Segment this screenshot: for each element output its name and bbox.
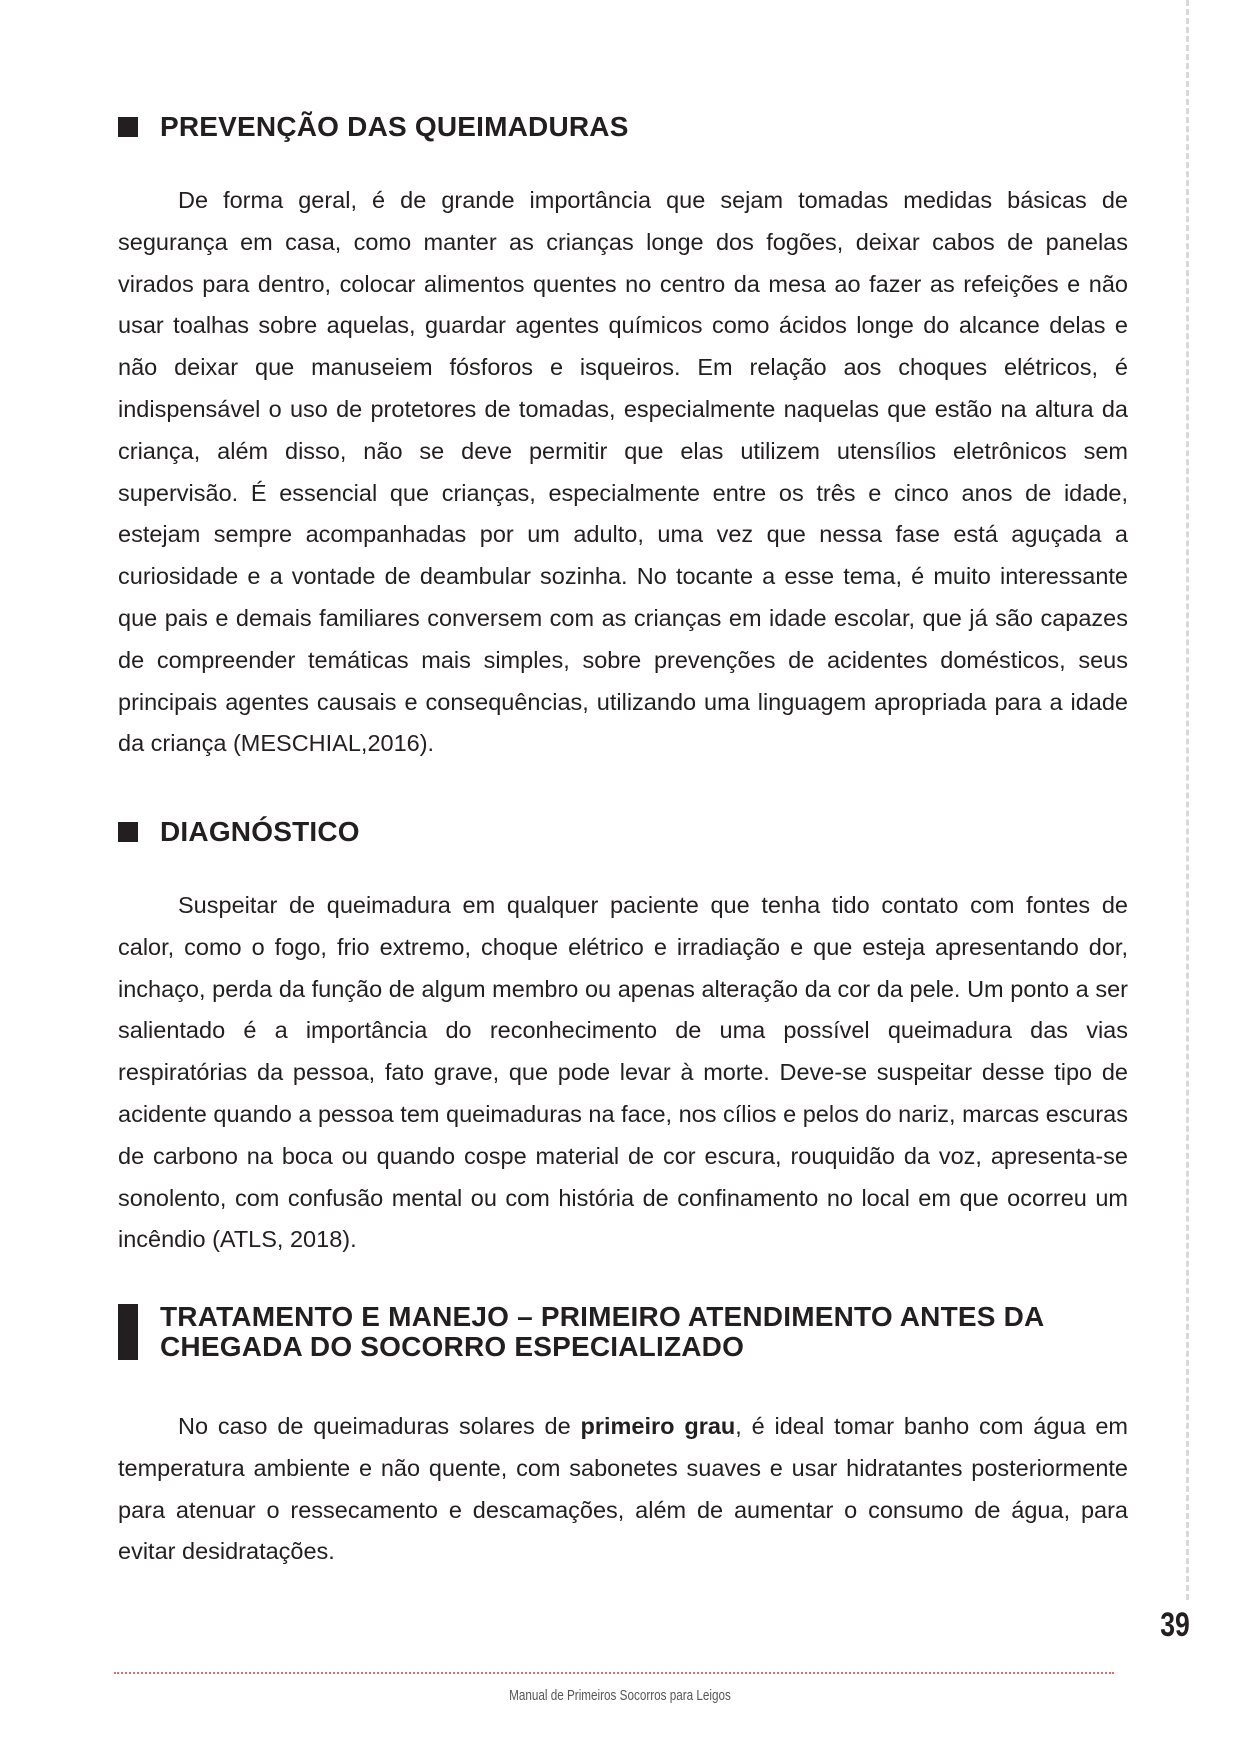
heading-text: PREVENÇÃO DAS QUEIMADURAS — [160, 111, 629, 142]
footer-dotted-line — [114, 1672, 1114, 1674]
footer-title: Manual de Primeiros Socorros para Leigos — [509, 1687, 731, 1704]
paragraph-bold-term: primeiro grau — [580, 1413, 736, 1439]
paragraph-text-start: No caso de queimaduras solares de — [178, 1413, 581, 1439]
paragraph-tratamento — [118, 1406, 1128, 1573]
page-number: 39 — [1160, 1606, 1190, 1644]
paragraph-text: Suspeitar de queimadura em qualquer paciente que tenha tido contato com fontes de calor, como o fogo, frio extremo, choque elétrico e irradiação e que esteja apresentando dor, inchaço, perda da função de algum membro ou apenas alteração da cor da pele. Um ponto a ser salientado é a importância do reconhecimento de uma possível queimadura das vias respiratórias da pessoa, fato grave, que pode levar à morte. Deve-se suspeitar desse tipo de acidente quando a pessoa tem queimaduras na face, nos cílios e pelos do nariz, marcas escuras de carbono na boca ou quando cospe material de cor escura, rouquidão da voz, apresenta-se sonolento, com confusão mental ou com história de confinamento no local em que ocorreu um incêndio (ATLS, 2018). — [118, 892, 1128, 1253]
heading-square-marker — [118, 117, 138, 137]
heading-text: TRATAMENTO E MANEJO – PRIMEIRO ATENDIMENTO ANTES DA CHEGADA DO SOCORRO ESPECIALIZADO — [160, 1301, 1044, 1362]
paragraph-prevencao — [118, 180, 1128, 765]
margin-dashed-line — [1186, 0, 1189, 1600]
paragraph-diagnostico — [118, 885, 1128, 1261]
paragraph-text: De forma geral, é de grande importância que sejam tomadas medidas básicas de segurança em casa, como manter as crianças longe dos fogões, deixar cabos de panelas virados para dentro, colocar alimentos quentes no centro da mesa ao fazer as refeições e não usar toalhas sobre aquelas, guardar agentes químicos como ácidos longe do alcance delas e não deixar que manuseiem fósforos e isqueiros. Em relação aos choques elétricos, é indispensável o uso de protetores de tomadas, especialmente naquelas que estão na altura da criança, além disso, não se deve permitir que elas utilizem utensílios eletrônicos sem supervisão. É essencial que crianças, especialmente entre os três e cinco anos de idade, estejam sempre acompanhadas por um adulto, uma vez que nessa fase está aguçada a curiosidade e a vontade de deambular sozinha. No tocante a esse tema, é muito interessante que pais e demais familiares conversem com as crianças em idade escolar, que já são capazes de compreender temáticas mais simples, sobre prevenções de acidentes domésticos, seus principais agentes causais e consequências, utilizando uma linguagem apropriada para a idade da criança (MESCHIAL,2016). — [118, 187, 1128, 757]
section-heading-prevencao — [118, 112, 1128, 144]
section-heading-tratamento — [118, 1302, 1128, 1364]
heading-bar-marker — [118, 1304, 138, 1360]
heading-text: DIAGNÓSTICO — [160, 816, 360, 847]
paragraph-text-end: , é ideal tomar banho com água em temperatura ambiente e não quente, com sabonetes suaves e usar hidratantes posteriormente para atenuar o ressecamento e descamações, além de aumentar o consumo de água, para evitar desidratações. — [118, 1413, 1129, 1565]
heading-square-marker — [118, 822, 138, 842]
section-heading-diagnostico — [118, 817, 1128, 849]
